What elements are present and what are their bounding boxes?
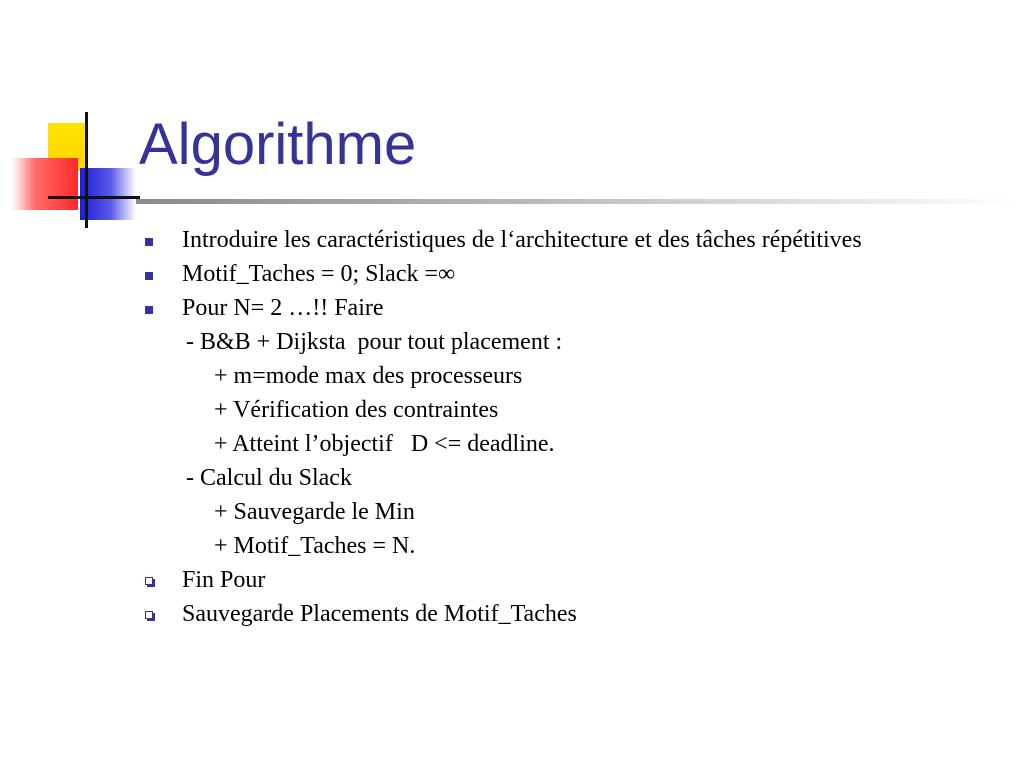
body-line: + Sauvegarde le Min <box>214 499 415 525</box>
body-line: Introduire les caractéristiques de l‘architecture et des tâches répétitives <box>182 227 862 253</box>
square-bullet-icon <box>145 272 153 280</box>
hollow-square-bullet-icon <box>145 577 153 585</box>
body-line: + m=mode max des processeurs <box>214 363 523 389</box>
body-line: Fin Pour <box>182 567 266 593</box>
red-square-icon <box>12 158 78 210</box>
title-divider <box>136 199 1020 204</box>
hollow-square-bullet-icon <box>145 611 153 619</box>
body-line: + Vérification des contraintes <box>214 397 499 423</box>
blue-square-icon <box>80 168 136 220</box>
body-line: - B&B + Dijksta pour tout placement : <box>186 329 563 355</box>
logo-vertical-line <box>85 112 88 228</box>
body-line: - Calcul du Slack <box>186 465 352 491</box>
square-bullet-icon <box>145 306 153 314</box>
colored-squares-logo-icon <box>0 0 140 240</box>
slide-title: Algorithme <box>139 112 417 177</box>
body-line: + Motif_Taches = N. <box>214 533 416 559</box>
body-line: Sauvegarde Placements de Motif_Taches <box>182 601 577 627</box>
square-bullet-icon <box>145 238 153 246</box>
body-line: + Atteint l’objectif D <= deadline. <box>214 431 555 457</box>
body-line: Motif_Taches = 0; Slack =∞ <box>182 261 456 287</box>
logo-horizontal-line <box>48 196 140 199</box>
body-line: Pour N= 2 …!! Faire <box>182 295 384 321</box>
